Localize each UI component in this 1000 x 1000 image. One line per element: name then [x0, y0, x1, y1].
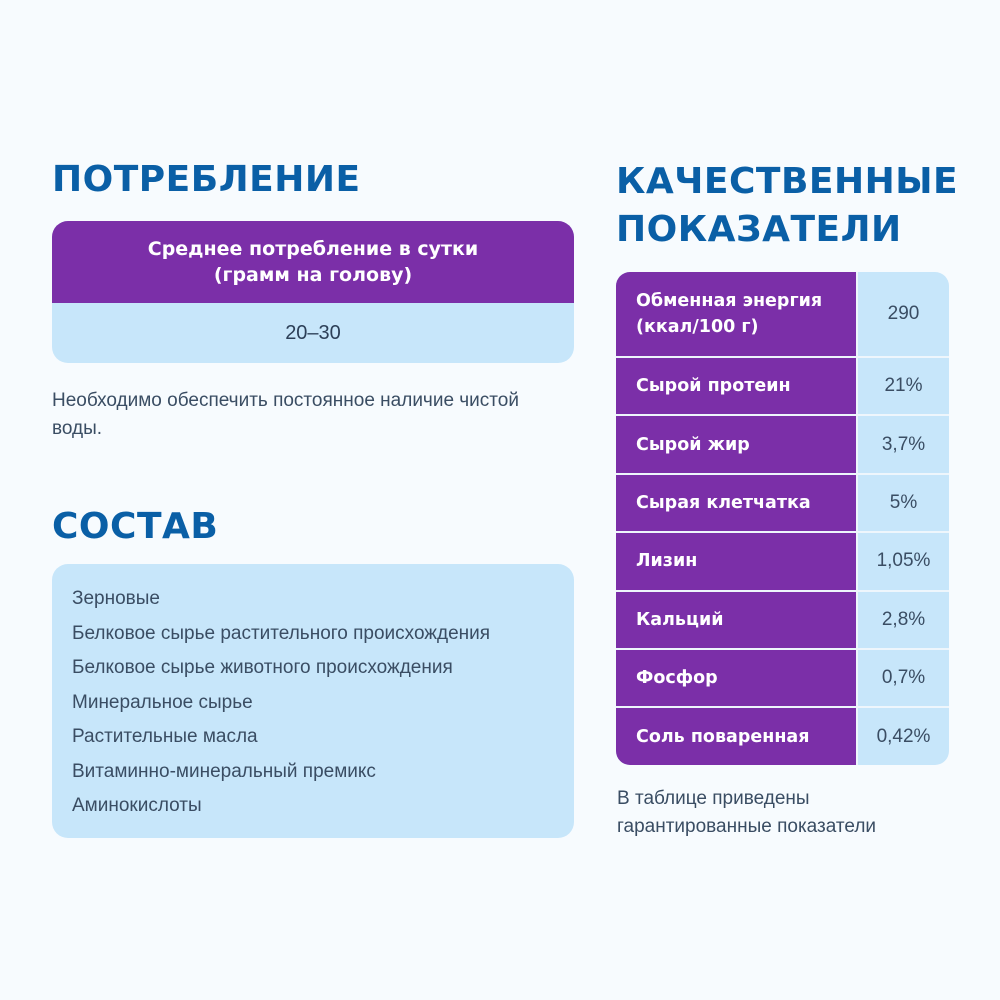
quality-row — [616, 356, 949, 414]
composition-item: Растительные масла — [72, 726, 258, 747]
consumption-heading: ПОТРЕБЛЕНИЕ — [52, 159, 361, 200]
quality-row-label — [616, 272, 858, 356]
composition-list — [72, 582, 554, 824]
quality-row-label: Кальций — [616, 592, 858, 648]
quality-label-line2: (ккал/100 г) — [636, 317, 759, 337]
quality-row — [616, 590, 949, 648]
composition-heading: СОСТАВ — [52, 506, 219, 547]
quality-heading — [616, 158, 958, 254]
quality-heading-line2: ПОКАЗАТЕЛИ — [616, 209, 902, 250]
quality-row — [616, 473, 949, 531]
composition-item: Минеральное сырье — [72, 691, 253, 713]
quality-row-value: 1,05% — [876, 550, 931, 572]
quality-heading-line1: КАЧЕСТВЕННЫЕ — [616, 161, 959, 202]
table-note: В таблице приведены гарантированные показатели — [617, 788, 877, 837]
quality-row — [616, 648, 949, 706]
quality-row-value: 0,42% — [876, 725, 931, 747]
quality-row-value: 290 — [887, 303, 920, 324]
consumption-table — [52, 221, 574, 363]
quality-row-label: Сырая клетчатка — [616, 475, 858, 531]
quality-row — [616, 414, 949, 472]
quality-row-value: 3,7% — [881, 433, 926, 455]
consumption-table-header — [52, 221, 574, 303]
consumption-header-line2: (грамм на голову) — [213, 264, 413, 286]
quality-row-value: 21% — [884, 375, 923, 397]
quality-row-label: Сырой протеин — [616, 358, 858, 414]
quality-row — [616, 272, 949, 356]
quality-row-label: Сырой жир — [616, 416, 858, 472]
quality-row-label: Соль поваренная — [616, 708, 858, 764]
quality-row — [616, 706, 949, 764]
composition-item: Белковое сырье животного происхождения — [72, 657, 453, 678]
quality-row-value: 0,7% — [881, 667, 926, 689]
composition-item: Аминокислоты — [72, 795, 202, 816]
quality-row-label: Фосфор — [616, 650, 858, 706]
water-note: Необходимо обеспечить постоянное наличие чистой воды. — [52, 390, 519, 439]
composition-item: Зерновые — [72, 588, 160, 609]
consumption-value: 20–30 — [285, 321, 341, 344]
quality-label-line1: Обменная энергия — [636, 291, 823, 311]
composition-item: Витаминно-минеральный премикс — [72, 760, 376, 782]
quality-row-value: 2,8% — [881, 608, 926, 630]
quality-row-label: Лизин — [616, 533, 858, 589]
quality-row-value: 5% — [889, 491, 918, 513]
composition-card — [52, 564, 574, 838]
consumption-header-line1: Среднее потребление в сутки — [147, 238, 479, 260]
composition-item: Белковое сырье растительного происхождения — [72, 622, 491, 644]
quality-table — [616, 272, 949, 765]
quality-row — [616, 531, 949, 589]
